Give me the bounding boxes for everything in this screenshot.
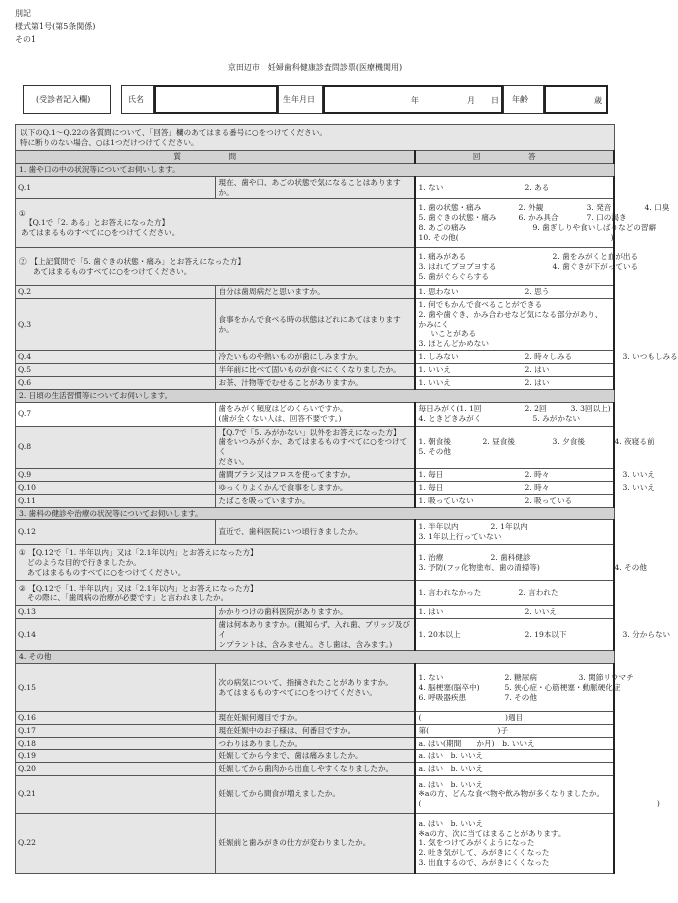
- answer-option[interactable]: 3. 3回以上): [570, 404, 611, 414]
- dob-label-box: [278, 85, 323, 114]
- free-text-field[interactable]: ( ): [418, 799, 660, 809]
- question-text: 歯間ブラシ又はフロスを使ってますか。: [215, 468, 415, 481]
- answer-option[interactable]: 3. 出血するので、みがきにくくなった: [418, 857, 550, 867]
- answer-option[interactable]: 1. 何でもかんで食べることができる: [418, 300, 543, 310]
- answer-option[interactable]: 3. 予防(フッ化物塗布、歯の清掃等): [418, 562, 540, 572]
- question-text-line: ださい。: [218, 456, 249, 466]
- answer-options[interactable]: [415, 775, 660, 813]
- patient-entry-label: (受診者記入欄): [36, 95, 91, 104]
- answer-column-header: 回 答: [415, 151, 615, 164]
- answer-options[interactable]: a. はい b. いいえ: [415, 750, 615, 763]
- answer-option[interactable]: 1. 20本以上: [418, 629, 461, 639]
- question-text: たばこを吸っていますか。: [215, 494, 415, 507]
- answer-options[interactable]: [415, 248, 639, 286]
- answer-option[interactable]: 1. 思わない: [418, 287, 459, 297]
- question-row-q18: [16, 737, 615, 750]
- answer-options[interactable]: [415, 813, 615, 873]
- child-order-field[interactable]: 第( )子: [415, 724, 615, 737]
- answer-option[interactable]: 2. 思う: [524, 287, 550, 297]
- answer-options[interactable]: [415, 376, 615, 389]
- answer-option[interactable]: 6. かみ具合: [518, 213, 559, 223]
- question-number: Q.15: [16, 664, 216, 712]
- answer-options[interactable]: [415, 426, 655, 468]
- age-label-box: [503, 85, 544, 114]
- answer-option[interactable]: 7. 口の渇き: [586, 213, 627, 223]
- question-text: 現在妊娠中のお子様は、何番目ですか。: [215, 724, 415, 737]
- answer-option[interactable]: 1. 毎日: [418, 482, 444, 492]
- question-text: 食事をかんで食べる時の状態はどれにあてはまりますか。: [215, 299, 415, 351]
- question-number: Q.5: [16, 363, 216, 376]
- answer-option[interactable]: 2. 時々しみる: [524, 351, 573, 361]
- answer-option[interactable]: 5. みがかない: [532, 414, 581, 424]
- answer-option[interactable]: 4. 歯ぐきが下がっている: [552, 261, 639, 271]
- question-text-line: 歯をいつみがくか、あてはまるものすべてに○をつけてく: [218, 437, 408, 457]
- question-row-q3: [16, 299, 615, 351]
- question-row-q19: [16, 750, 615, 763]
- answer-options[interactable]: [415, 350, 678, 363]
- question-text-line: 【Q.7で「5. みがかない」以外をお答えになった方】: [218, 427, 401, 437]
- question-text-line: ンプラントは、含みません。さし歯は、含みます。): [218, 639, 393, 649]
- answer-options[interactable]: [415, 619, 671, 651]
- answer-option[interactable]: 1. 半年以内: [418, 522, 459, 532]
- appendix-label: 別記: [15, 9, 31, 18]
- answer-option[interactable]: 2. ある: [524, 182, 550, 192]
- instructions: [16, 125, 615, 151]
- answer-options[interactable]: [415, 606, 615, 619]
- question-text-line: あてはまるものすべてに○をつけてください。: [218, 687, 377, 697]
- answer-option[interactable]: 8. あごの痛み: [418, 223, 467, 233]
- answer-option[interactable]: 2. はい: [524, 364, 550, 374]
- question-row-q6: [16, 376, 615, 389]
- section-4-header: 4. その他: [16, 651, 615, 664]
- dob-year: 年: [411, 96, 419, 105]
- question-number: Q.14: [16, 619, 216, 651]
- question-text: [16, 199, 415, 248]
- question-text-line: 次の病気について、指摘されたことがありますか。: [218, 677, 393, 687]
- question-row-q20: [16, 762, 615, 775]
- answer-option[interactable]: 2. いいえ: [524, 607, 557, 617]
- answer-option[interactable]: a. はい b. いいえ: [418, 779, 484, 789]
- answer-options[interactable]: [415, 520, 615, 545]
- question-number: Q.22: [16, 813, 216, 873]
- question-text: [215, 619, 415, 651]
- answer-options[interactable]: [415, 286, 615, 299]
- question-number: Q.9: [16, 468, 216, 481]
- questionnaire-table: [15, 124, 678, 874]
- question-number: Q.17: [16, 724, 216, 737]
- age-label: 年齢: [512, 95, 528, 104]
- question-row-q12: [16, 520, 615, 545]
- answer-options[interactable]: [415, 545, 647, 581]
- answer-options[interactable]: [415, 402, 615, 426]
- question-number: Q.7: [16, 402, 216, 426]
- question-text-line: 歯をみがく頻度はどのくらいですか。: [218, 404, 348, 414]
- age-unit: 歳: [594, 96, 602, 105]
- section-2-header: 2. 日頃の生活習慣等についてお伺いします。: [16, 389, 615, 402]
- question-text-line: あてはまるものすべてに○をつけてください。: [33, 266, 192, 276]
- answer-option[interactable]: 10. その他( ): [418, 233, 614, 243]
- answer-option[interactable]: 2. 歯をみがくと血が出る: [552, 251, 639, 261]
- question-text: [215, 426, 415, 468]
- question-number: Q.11: [16, 494, 216, 507]
- answer-option[interactable]: 1. いいえ: [418, 377, 451, 387]
- question-text: 現在、歯や口、あごの状態で気になることはありますか。: [215, 176, 415, 198]
- answer-option[interactable]: 4. 口臭: [644, 203, 670, 213]
- form-number: 様式第1号(第5条関係): [15, 22, 96, 31]
- question-row-q1-sub1: [16, 199, 615, 248]
- answer-option[interactable]: 2. 吐き気がして、みがきにくくなった: [418, 848, 550, 858]
- question-row-q11: [16, 494, 615, 507]
- answer-option[interactable]: 7. その他: [504, 692, 537, 702]
- answer-options[interactable]: a. はい b. いいえ: [415, 762, 615, 775]
- question-text: 自分は歯周病だと思いますか。: [215, 286, 415, 299]
- answer-option[interactable]: 3. 関節リウマチ: [578, 672, 634, 682]
- answer-option[interactable]: a. はい b. いいえ: [418, 818, 484, 828]
- question-number: Q.10: [16, 481, 216, 494]
- question-text-line: あてはまるものすべてに○をつけてください。: [21, 228, 180, 238]
- answer-option[interactable]: 3. いつもしみる: [622, 351, 678, 361]
- question-row-q4: [16, 350, 615, 363]
- answer-options[interactable]: a. はい(期間 か月) b. いいえ: [415, 737, 615, 750]
- question-number: Q.13: [16, 606, 216, 619]
- question-number: Q.20: [16, 762, 216, 775]
- question-text: [215, 402, 415, 426]
- question-row-q12-sub1: [16, 545, 615, 581]
- question-number: ②: [19, 583, 26, 593]
- answer-option[interactable]: 1. 気をつけてみがくようになった: [418, 838, 535, 848]
- answer-option[interactable]: 4. 夜寝る前: [614, 437, 655, 447]
- answer-option[interactable]: 2. 時々: [524, 482, 550, 492]
- answer-option[interactable]: 2. 吸っている: [524, 495, 573, 505]
- question-number: ①: [19, 548, 26, 558]
- question-row-q1-sub2: [16, 248, 615, 286]
- answer-options[interactable]: [415, 581, 615, 606]
- answer-option[interactable]: 3. 分からない: [622, 629, 671, 639]
- question-number: ②: [19, 257, 27, 267]
- answer-option[interactable]: 3. いいえ: [622, 469, 655, 479]
- answer-option[interactable]: 2. 言われた: [518, 588, 559, 598]
- question-number: Q.4: [16, 350, 216, 363]
- question-row-q8: [16, 426, 615, 468]
- answer-option[interactable]: 3. 夕食後: [552, 437, 585, 447]
- answer-option[interactable]: 1. ない: [418, 672, 444, 682]
- answer-option[interactable]: 1. はい: [418, 607, 444, 617]
- question-row-q13: [16, 606, 615, 619]
- weeks-pregnant-field[interactable]: ( )週目: [415, 712, 615, 725]
- age-field[interactable]: [544, 85, 608, 114]
- answer-option[interactable]: 6. 呼吸器疾患: [418, 692, 467, 702]
- answer-option[interactable]: 5. 歯がぐらぐらする: [418, 271, 489, 281]
- answer-option[interactable]: 1. 歯の状態・痛み: [418, 203, 482, 213]
- answer-option[interactable]: 3. 発音: [586, 203, 612, 213]
- answer-options[interactable]: [415, 176, 615, 198]
- question-text: 妊娠してから今まで、歯は痛みましたか。: [215, 750, 415, 763]
- question-text: [16, 581, 415, 606]
- follow-up-prompt: ※aの方、次に当てはまることがあります。: [418, 828, 566, 838]
- dob-label: 生年月日: [283, 95, 315, 104]
- answer-option[interactable]: 1. 吸っていない: [418, 495, 474, 505]
- answer-options[interactable]: [415, 494, 615, 507]
- question-row-q16: [16, 712, 615, 725]
- question-text-line: 【Q.12で「1. 半年以内」又は「2.1年以内」とお答えになった方】: [28, 583, 258, 593]
- section-3-header: 3. 歯科の健診や治療の状況等についてお伺いします。: [16, 507, 615, 520]
- question-row-q9: [16, 468, 615, 481]
- answer-option[interactable]: 5. 狭心症・心筋梗塞・動脈硬化症: [504, 682, 621, 692]
- question-text: 現在妊娠何週目ですか。: [215, 712, 415, 725]
- question-row-q2: [16, 286, 615, 299]
- patient-entry-label-box: [23, 85, 111, 114]
- answer-option[interactable]: 2. 昼食後: [482, 437, 515, 447]
- question-text-line: どのような目的で行きましたか。: [27, 557, 141, 567]
- question-text: [16, 545, 415, 581]
- question-number: Q.1: [16, 176, 216, 198]
- dob-field[interactable]: [323, 85, 503, 114]
- answer-option[interactable]: 1. 毎日: [418, 469, 444, 479]
- answer-option[interactable]: 3. いいえ: [622, 482, 655, 492]
- answer-option[interactable]: 2. 糖尿病: [504, 672, 537, 682]
- question-text-line: その際に、「歯周病の治療が必要です」と言われましたか。: [27, 593, 229, 603]
- answer-option[interactable]: 3. はれてブヨブヨする: [418, 261, 497, 271]
- answer-option[interactable]: 5. その他: [418, 447, 451, 457]
- question-text-line: (歯が全くない人は、回答不要です。): [218, 414, 342, 424]
- answer-option[interactable]: 2. 外観: [518, 203, 544, 213]
- name-label: 氏名: [128, 95, 144, 104]
- question-text: 直近で、歯科医院にいつ頃行きましたか。: [215, 520, 415, 545]
- question-column-header: 質 問: [16, 151, 415, 164]
- answer-options[interactable]: [415, 363, 615, 376]
- question-text-line: 歯は何本ありますか。(親知らず、入れ歯、ブリッジ及びイ: [218, 620, 411, 639]
- question-row-q15: [16, 664, 615, 712]
- answer-option[interactable]: 1. 朝食後: [418, 437, 451, 447]
- answer-option[interactable]: 1. 治療: [418, 552, 444, 562]
- answer-option[interactable]: 1. いいえ: [418, 364, 451, 374]
- answer-option[interactable]: 2. 時々: [524, 469, 550, 479]
- answer-option[interactable]: 1. 痛みがある: [418, 251, 467, 261]
- answer-option-continued: いことがある: [430, 329, 477, 339]
- question-text-line: あてはまるものすべてに○をつけてください。: [27, 567, 186, 577]
- question-row-q14: [16, 619, 615, 651]
- answer-option[interactable]: 5. 歯ぐきの状態・痛み: [418, 213, 497, 223]
- question-number: Q.16: [16, 712, 216, 725]
- answer-option[interactable]: 1. 言われなかった: [418, 588, 482, 598]
- instructions-line-2: 特に断りのない場合、○は1つだけつけてください。: [20, 137, 199, 147]
- question-text-line: 【Q.1で「2. ある」とお答えになった方】: [25, 218, 170, 228]
- answer-option[interactable]: 1. ない: [418, 182, 444, 192]
- answer-options[interactable]: [415, 468, 655, 481]
- answer-option[interactable]: 3. ほとんどかめない: [418, 339, 489, 349]
- dob-month: 月: [467, 96, 475, 105]
- answer-option[interactable]: 2. 1年以内: [490, 522, 528, 532]
- answer-options[interactable]: [415, 481, 655, 494]
- answer-option[interactable]: 3. 1年以上行っていない: [418, 532, 502, 542]
- answer-options[interactable]: [415, 664, 634, 712]
- question-text: ゆっくりよくかんで食事をしますか。: [215, 481, 415, 494]
- question-row-q7: [16, 402, 615, 426]
- question-row-q10: [16, 481, 615, 494]
- answer-option[interactable]: 2. 歯や歯ぐき、かみ合わせなど気になる部分があり、かみにく: [418, 310, 603, 329]
- answer-option[interactable]: 2. 2回: [524, 404, 547, 414]
- question-number: ①: [19, 208, 26, 218]
- question-number: Q.3: [16, 299, 216, 351]
- question-row-q5: [16, 363, 615, 376]
- name-field[interactable]: [154, 85, 278, 114]
- question-text: お茶、汁物等でむせることがありますか。: [215, 376, 415, 389]
- follow-up-prompt: ※aの方、どんな食べ物や飲み物が多くなりましたか。: [418, 789, 605, 799]
- question-number: Q.12: [16, 520, 216, 545]
- answer-option[interactable]: 4. その他: [614, 562, 647, 572]
- question-text-line: 【上記質問で「5. 歯ぐきの状態・痛み」とお答えになった方】: [34, 257, 246, 267]
- answer-option[interactable]: 2. 19本以下: [524, 629, 567, 639]
- question-number: Q.21: [16, 775, 216, 813]
- question-text: つわりはありましたか。: [215, 737, 415, 750]
- instructions-line-1: 以下のQ.1〜Q.22の各質問について、「回答」欄のあてはまる番号に○をつけてください。: [20, 128, 327, 137]
- form-part: その1: [15, 35, 37, 44]
- name-label-box: [121, 85, 154, 114]
- question-row-q17: [16, 724, 615, 737]
- question-row-q22: [16, 813, 615, 873]
- question-text: 半年前に比べて固いものが食べにくくなりましたか。: [215, 363, 415, 376]
- answer-options[interactable]: [415, 299, 615, 351]
- answer-option[interactable]: 4. ときどきみがく: [418, 414, 482, 424]
- question-text: 妊娠前と歯みがきの仕方が変わりましたか。: [215, 813, 415, 873]
- section-1-header: 1. 歯や口の中の状況等についてお伺いします。: [16, 164, 615, 177]
- answer-option[interactable]: 毎日みがく(1. 1回: [418, 404, 482, 414]
- question-number: Q.6: [16, 376, 216, 389]
- question-text: かかりつけの歯科医院がありますか。: [215, 606, 415, 619]
- answer-option[interactable]: 4. 脳梗塞(脳卒中): [418, 682, 480, 692]
- answer-option[interactable]: 9. 歯ぎしりや食いしばりなどの習癖: [532, 223, 657, 233]
- answer-options[interactable]: [415, 199, 670, 248]
- dob-day: 日: [491, 96, 499, 105]
- document-title: 京田辺市 妊婦歯科健康診査問診票(医療機関用): [227, 63, 403, 72]
- answer-option[interactable]: 2. 歯科健診: [490, 552, 531, 562]
- question-row-q21: [16, 775, 615, 813]
- answer-option[interactable]: 2. はい: [524, 377, 550, 387]
- question-number: Q.19: [16, 750, 216, 763]
- question-text: 妊娠してから間食が増えましたか。: [215, 775, 415, 813]
- question-text: 冷たいものや熱いものが歯にしみますか。: [215, 350, 415, 363]
- question-text: [215, 664, 415, 712]
- answer-option[interactable]: 1. しみない: [418, 351, 459, 361]
- question-number: Q.2: [16, 286, 216, 299]
- patient-info-row: [15, 85, 608, 114]
- question-text: [16, 248, 415, 286]
- question-text-line: 【Q.12で「1. 半年以内」又は「2.1年以内」とお答えになった方】: [28, 548, 258, 558]
- question-number: Q.18: [16, 737, 216, 750]
- question-number: Q.8: [16, 426, 216, 468]
- question-text: 妊娠してから歯肉から出血しやすくなりましたか。: [215, 762, 415, 775]
- question-row-q1: [16, 176, 615, 198]
- question-row-q12-sub2: [16, 581, 615, 606]
